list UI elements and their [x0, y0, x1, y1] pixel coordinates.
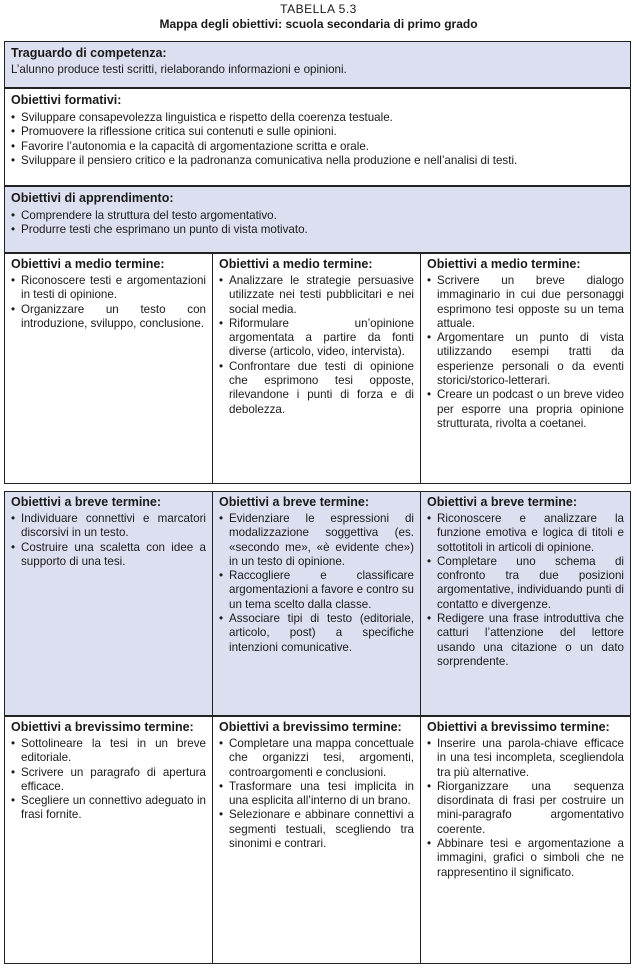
list-item: • Associare tipi di testo (editoriale, articolo, post) a specifiche intenzioni comunicative.: [219, 612, 414, 655]
brevissimo-termine-row: [4, 716, 631, 964]
medio-heading: Obiettivi a medio termine:: [11, 257, 165, 271]
list-item: • Inserire una parola-chiave efficace in una tesi incompleta, scegliendola tra più alternative.: [427, 737, 624, 780]
list-item: • Promuovere la riflessione critica sui contenuti e sulle opinioni.: [11, 125, 624, 139]
apprendimento-heading: Obiettivi di apprendimento:: [11, 191, 174, 205]
breve-col-3: [421, 492, 630, 715]
table-title: Mappa degli obiettivi: scuola secondaria di primo grado: [159, 17, 478, 31]
medio-heading: Obiettivi a medio termine:: [219, 257, 373, 271]
apprendimento-section: [4, 186, 631, 253]
list-item: • Creare un podcast o un breve video per esporre una propria opinione strutturata, rivolta a coetanei.: [427, 388, 624, 431]
list-item: • Trasformare una tesi implicita in una esplicita all’interno di un brano.: [219, 780, 414, 809]
breve-heading: Obiettivi a breve termine:: [427, 495, 578, 509]
list-item: • Completare una mappa concettuale che organizzi tesi, argomenti, controargomenti e conclusioni.: [219, 737, 414, 780]
list-item: • Raccogliere e classificare argomentazioni a favore e contro su un tema scelto dalla classe.: [219, 569, 414, 612]
brevissimo-col-2: [213, 717, 421, 963]
medio-heading: Obiettivi a medio termine:: [427, 257, 581, 271]
list-item: • Sviluppare il pensiero critico e la padronanza comunicativa nella produzione e nell’analisi di testi.: [11, 154, 624, 168]
breve-col-2: [213, 492, 421, 715]
breve-heading: Obiettivi a breve termine:: [219, 495, 370, 509]
brevissimo-col-1: [5, 717, 213, 963]
breve-heading: Obiettivi a breve termine:: [11, 495, 162, 509]
list-item: • Riconoscere testi e argomentazioni in testi di opinione.: [11, 274, 206, 303]
brevissimo-col-3: [421, 717, 630, 963]
apprendimento-list: [11, 209, 624, 238]
traguardo-heading: Traguardo di competenza:: [11, 46, 167, 60]
list-item: • Analizzare le strategie persuasive utilizzate nei testi pubblicitari e nei social media.: [219, 274, 414, 317]
list-item: • Argomentare un punto di vista utilizzando esempi tratti da esperienze personali o da eventi storici/storico-letterari.: [427, 331, 624, 388]
list-item: • Scrivere un breve dialogo immaginario in cui due personaggi esprimono tesi opposte su un tema attuale.: [427, 274, 624, 331]
list-item: • Completare uno schema di confronto tra due posizioni argomentative, individuando punti di contatto e divergenze.: [427, 555, 624, 612]
brevissimo-heading: Obiettivi a brevissimo termine:: [219, 720, 402, 734]
list-item: • Riorganizzare una sequenza disordinata di frasi per costruire un mini-paragrafo argomentativo coerente.: [427, 780, 624, 837]
list-item: • Favorire l’autonomia e la capacità di argomentazione scritta e orale.: [11, 140, 624, 154]
list-item: • Riformulare un’opinione argomentata a partire da fonti diverse (articolo, video, intervista).: [219, 317, 414, 360]
list-item: • Confrontare due testi di opinione che esprimono tesi opposte, rilevandone i punti di forza e di debolezza.: [219, 360, 414, 417]
traguardo-section: [4, 41, 631, 88]
list-item: • Selezionare e abbinare connettivi a segmenti testuali, scegliendo tra sinonimi e contrari.: [219, 808, 414, 851]
list-item: • Redigere una frase introduttiva che catturi l’attenzione del lettore usando una citazione o un dato sorprendente.: [427, 612, 624, 669]
list-item: • Produrre testi che esprimano un punto di vista motivato.: [11, 223, 624, 237]
formativi-heading: Obiettivi formativi:: [11, 93, 122, 107]
traguardo-text: L’alunno produce testi scritti, rielaborando informazioni e opinioni.: [11, 63, 347, 76]
list-item: • Costruire una scaletta con idee a supporto di una tesi.: [11, 541, 206, 570]
medio-col-3: [421, 254, 630, 483]
formativi-section: [4, 88, 631, 186]
medio-col-2: [213, 254, 421, 483]
breve-termine-row: [4, 491, 631, 716]
list-item: • Evidenziare le espressioni di modalizzazione soggettiva (es. «secondo me», «è evidente che») in un testo di opinione.: [219, 512, 414, 569]
list-item: • Sviluppare consapevolezza linguistica e rispetto della coerenza testuale.: [11, 111, 624, 125]
table-caption: [0, 0, 637, 32]
breve-col-1: [5, 492, 213, 715]
list-item: • Sottolineare la tesi in un breve editoriale.: [11, 737, 206, 766]
table-label: TABELLA 5.3: [280, 2, 357, 16]
medio-termine-row: [4, 253, 631, 484]
formativi-list: [11, 111, 624, 168]
list-item: • Comprendere la struttura del testo argomentativo.: [11, 209, 624, 223]
list-item: • Scrivere un paragrafo di apertura efficace.: [11, 766, 206, 795]
list-item: • Organizzare un testo con introduzione, sviluppo, conclusione.: [11, 303, 206, 332]
medio-col-1: [5, 254, 213, 483]
brevissimo-heading: Obiettivi a brevissimo termine:: [11, 720, 194, 734]
list-item: • Scegliere un connettivo adeguato in frasi fornite.: [11, 794, 206, 823]
list-item: • Individuare connettivi e marcatori discorsivi in un testo.: [11, 512, 206, 541]
brevissimo-heading: Obiettivi a brevissimo termine:: [427, 720, 610, 734]
list-item: • Riconoscere e analizzare la funzione emotiva e logica di titoli e sottotitoli in articoli di opinione.: [427, 512, 624, 555]
list-item: • Abbinare tesi e argomentazione a immagini, grafici o simboli che ne rappresentino il significato.: [427, 837, 624, 880]
